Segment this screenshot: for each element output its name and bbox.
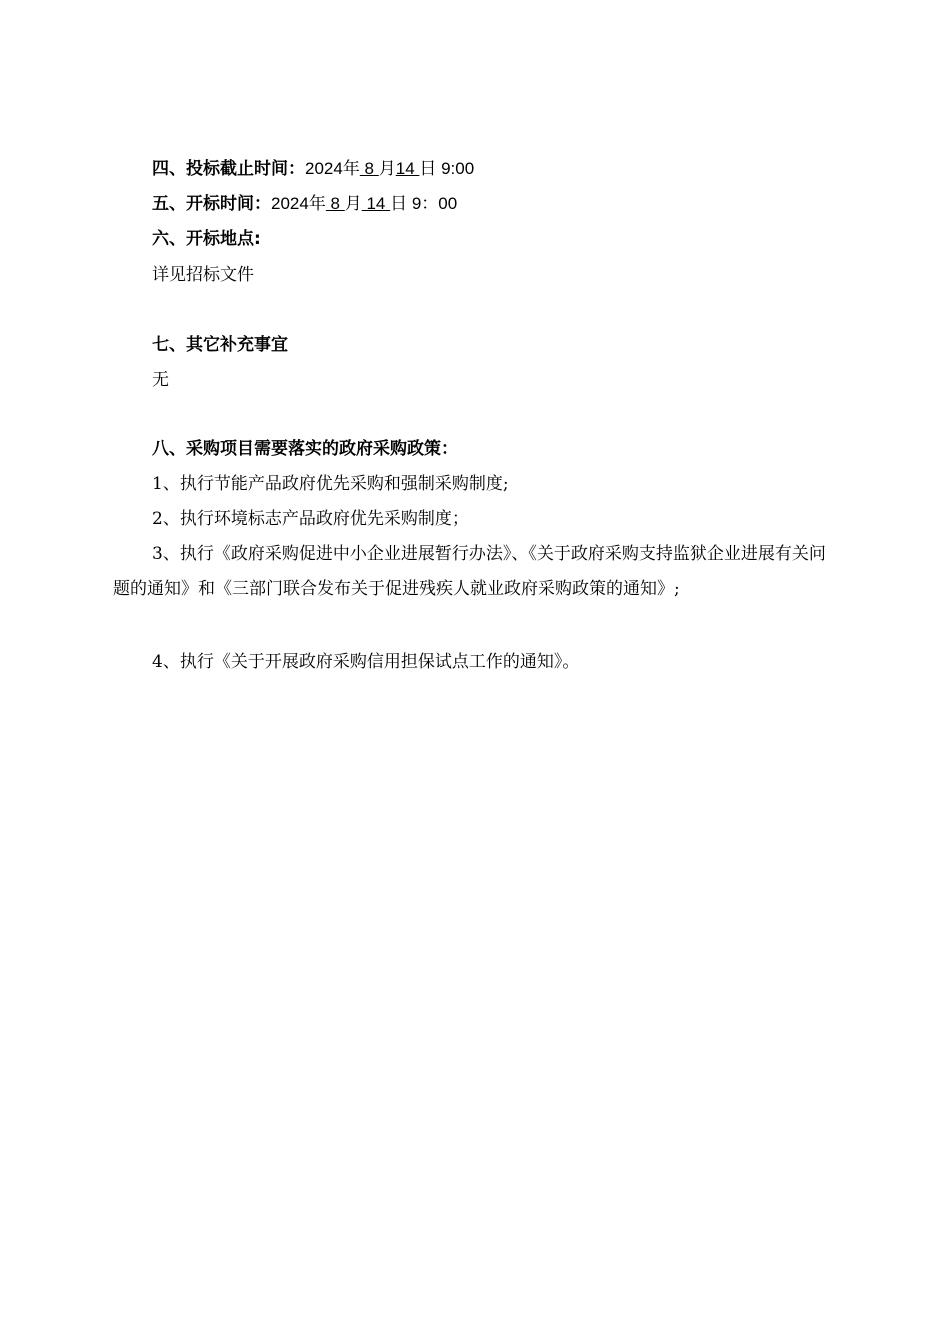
policy-item-2: 2、执行环境标志产品政府优先采购制度； (152, 509, 469, 529)
bid-deadline-day-unit: 日 (419, 159, 437, 179)
bid-deadline-day: 14 (395, 159, 420, 178)
bid-opening-year-unit: 年 (308, 194, 326, 214)
bid-opening-month: 8 (325, 194, 345, 213)
bid-opening-time-heading: 五、开标时间： (152, 194, 271, 214)
bid-deadline-year-unit: 年 (342, 159, 360, 179)
bid-opening-time: 9：00 (407, 194, 458, 213)
bid-opening-year: 2024 (271, 194, 309, 213)
bid-opening-day: 14 (361, 194, 391, 213)
supplementary-body: 无 (152, 370, 169, 390)
bid-deadline-time: 9:00 (436, 159, 475, 178)
bid-opening-time-line (152, 192, 457, 216)
bid-deadline-year: 2024 (305, 159, 343, 178)
bid-deadline-heading: 四、投标截止时间： (152, 159, 305, 179)
policy-item-1: 1、执行节能产品政府优先采购和强制采购制度; (152, 474, 509, 494)
bid-opening-day-unit: 日 (390, 194, 408, 214)
policy-item-3: 3、执行《政府采购促进中小企业进展暂行办法》、《关于政府采购支持监狱企业进展有关问题的通知》和《三部门联合发布关于促进残疾人就业政府采购政策的通知》; (113, 544, 826, 599)
policy-heading: 八、采购项目需要落实的政府采购政策： (152, 439, 458, 459)
bid-opening-place-heading: 六、开标地点: (152, 229, 261, 249)
bid-deadline-line (152, 157, 474, 181)
bid-opening-place-body: 详见招标文件 (152, 265, 254, 285)
bid-deadline-month: 8 (359, 159, 379, 178)
supplementary-heading: 七、其它补充事宜 (152, 335, 288, 355)
policy-item-4: 4、执行《关于开展政府采购信用担保试点工作的通知》。 (152, 652, 580, 672)
bid-deadline-month-unit: 月 (378, 159, 396, 179)
bid-opening-month-unit: 月 (344, 194, 362, 214)
